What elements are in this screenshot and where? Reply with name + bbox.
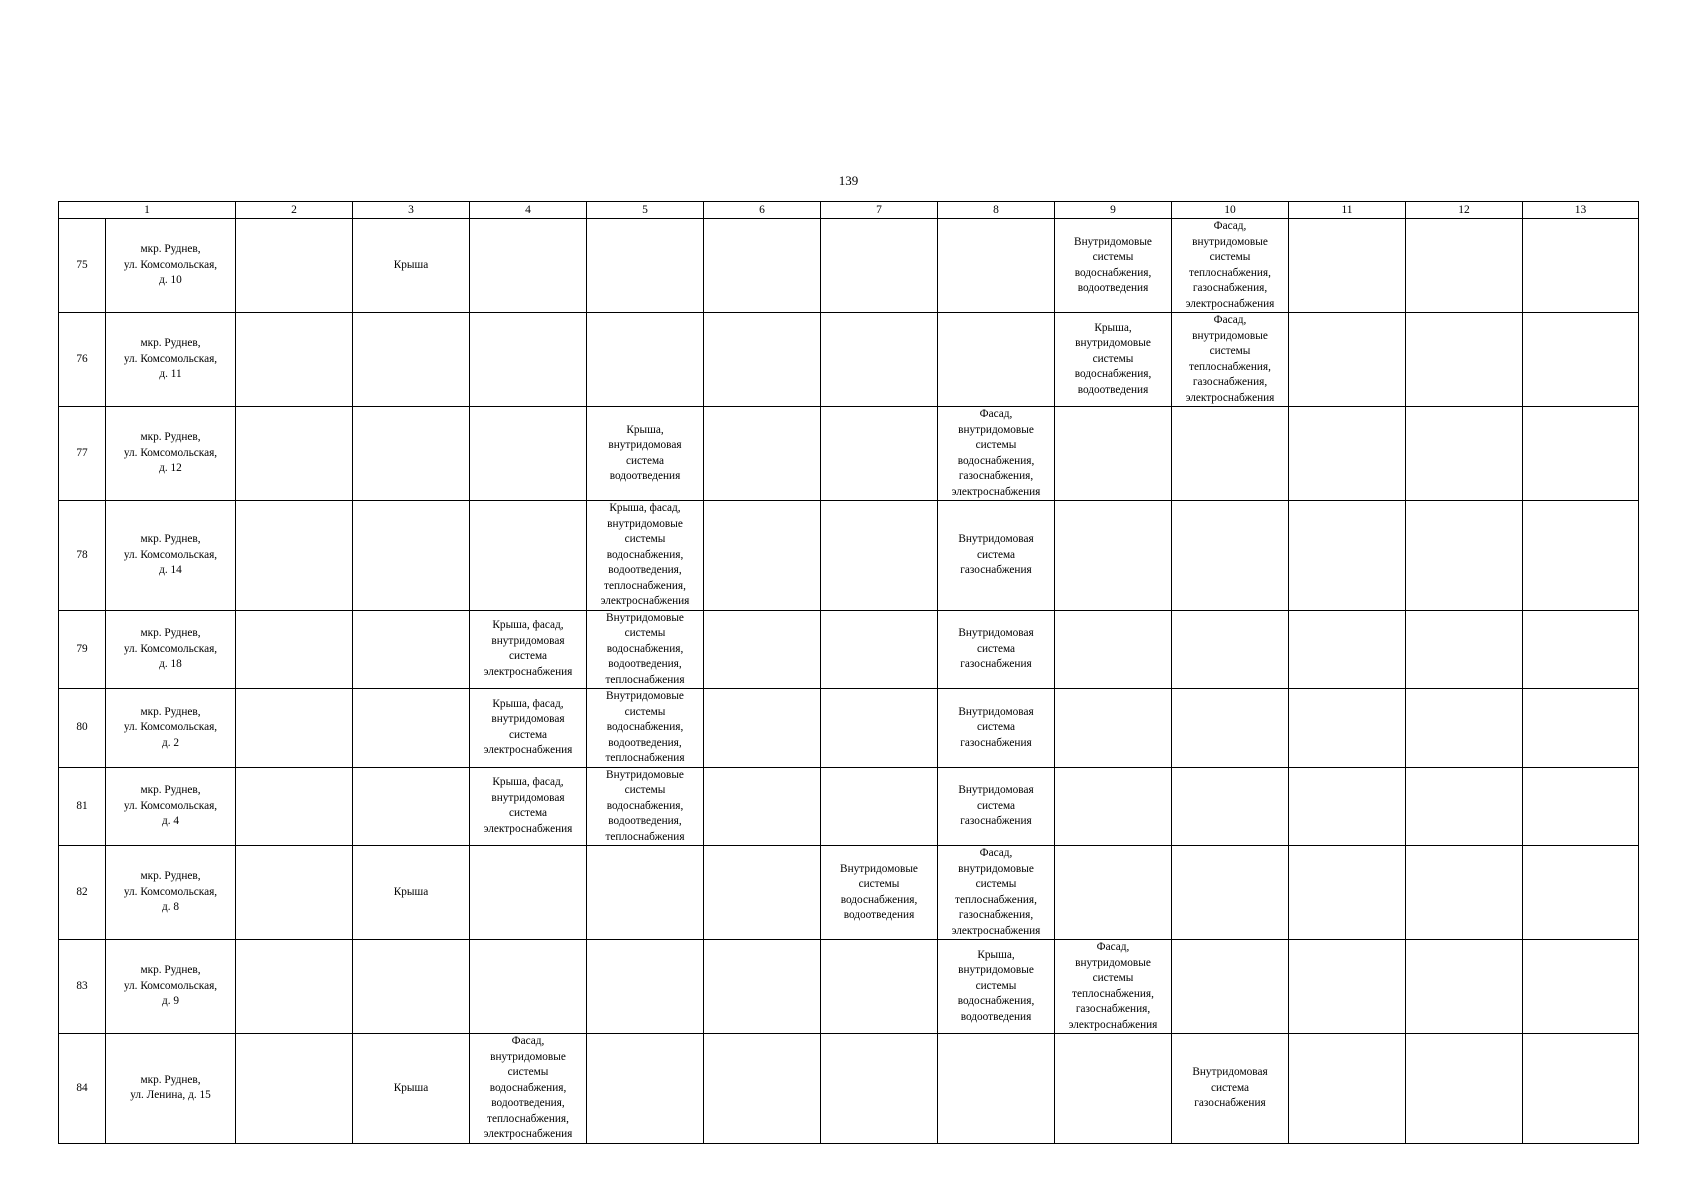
work-cell-col-2 xyxy=(236,407,353,501)
work-cell-col-3 xyxy=(353,313,470,407)
work-cell-col-11 xyxy=(1289,407,1406,501)
work-cell-col-7 xyxy=(821,219,938,313)
column-header-5: 5 xyxy=(587,202,704,219)
work-cell-col-4 xyxy=(470,313,587,407)
work-cell-col-12 xyxy=(1406,610,1523,689)
work-cell-col-6 xyxy=(704,940,821,1034)
work-cell-col-2 xyxy=(236,940,353,1034)
work-cell-col-7 xyxy=(821,940,938,1034)
work-cell-col-8: Фасад, внутридомовые системы теплоснабжения, газоснабжения, электроснабжения xyxy=(938,846,1055,940)
work-cell-col-12 xyxy=(1406,940,1523,1034)
row-number-cell: 77 xyxy=(59,407,106,501)
work-cell-col-4 xyxy=(470,846,587,940)
page-number: 139 xyxy=(838,173,859,188)
work-cell-col-4: Крыша, фасад, внутридомовая система электроснабжения xyxy=(470,767,587,846)
work-cell-col-9 xyxy=(1055,407,1172,501)
table-row xyxy=(59,689,1639,768)
work-cell-col-13 xyxy=(1523,313,1639,407)
row-number-cell: 76 xyxy=(59,313,106,407)
row-number-cell: 84 xyxy=(59,1034,106,1144)
work-cell-col-4: Крыша, фасад, внутридомовая система электроснабжения xyxy=(470,610,587,689)
column-header-13: 13 xyxy=(1523,202,1639,219)
column-header-11: 11 xyxy=(1289,202,1406,219)
work-cell-col-11 xyxy=(1289,501,1406,611)
work-cell-col-6 xyxy=(704,689,821,768)
work-cell-col-6 xyxy=(704,219,821,313)
work-cell-col-9 xyxy=(1055,689,1172,768)
column-header-3: 3 xyxy=(353,202,470,219)
work-cell-col-6 xyxy=(704,846,821,940)
work-cell-col-4 xyxy=(470,940,587,1034)
work-cell-col-7: Внутридомовые системы водоснабжения, водоотведения xyxy=(821,846,938,940)
work-cell-col-10 xyxy=(1172,407,1289,501)
work-cell-col-11 xyxy=(1289,940,1406,1034)
work-cell-col-8 xyxy=(938,1034,1055,1144)
work-cell-col-10 xyxy=(1172,610,1289,689)
row-number-cell: 75 xyxy=(59,219,106,313)
address-cell: мкр. Руднев, ул. Комсомольская, д. 9 xyxy=(106,940,236,1034)
work-cell-col-9: Внутридомовые системы водоснабжения, водоотведения xyxy=(1055,219,1172,313)
work-cell-col-10 xyxy=(1172,846,1289,940)
row-number-cell: 82 xyxy=(59,846,106,940)
work-cell-col-9 xyxy=(1055,767,1172,846)
table-row xyxy=(59,501,1639,611)
address-cell: мкр. Руднев, ул. Комсомольская, д. 11 xyxy=(106,313,236,407)
table-row xyxy=(59,846,1639,940)
table-body xyxy=(59,219,1639,1144)
address-cell: мкр. Руднев, ул. Комсомольская, д. 4 xyxy=(106,767,236,846)
address-cell: мкр. Руднев, ул. Комсомольская, д. 10 xyxy=(106,219,236,313)
work-cell-col-11 xyxy=(1289,610,1406,689)
row-number-cell: 81 xyxy=(59,767,106,846)
work-cell-col-9 xyxy=(1055,846,1172,940)
work-cell-col-9 xyxy=(1055,610,1172,689)
row-number-cell: 79 xyxy=(59,610,106,689)
work-cell-col-2 xyxy=(236,501,353,611)
work-cell-col-3: Крыша xyxy=(353,1034,470,1144)
column-header-8: 8 xyxy=(938,202,1055,219)
work-cell-col-6 xyxy=(704,407,821,501)
work-cell-col-9 xyxy=(1055,1034,1172,1144)
work-cell-col-4 xyxy=(470,219,587,313)
work-cell-col-8: Внутридомовая система газоснабжения xyxy=(938,767,1055,846)
column-header-7: 7 xyxy=(821,202,938,219)
work-cell-col-3: Крыша xyxy=(353,219,470,313)
address-cell: мкр. Руднев, ул. Комсомольская, д. 18 xyxy=(106,610,236,689)
work-cell-col-8: Внутридомовая система газоснабжения xyxy=(938,610,1055,689)
row-number-cell: 83 xyxy=(59,940,106,1034)
work-cell-col-10 xyxy=(1172,767,1289,846)
work-cell-col-4: Фасад, внутридомовые системы водоснабжения, водоотведения, теплоснабжения, электроснабжения xyxy=(470,1034,587,1144)
work-cell-col-3 xyxy=(353,407,470,501)
work-cell-col-8: Крыша, внутридомовые системы водоснабжения, водоотведения xyxy=(938,940,1055,1034)
work-cell-col-3 xyxy=(353,610,470,689)
work-cell-col-3 xyxy=(353,689,470,768)
work-cell-col-9: Фасад, внутридомовые системы теплоснабжения, газоснабжения, электроснабжения xyxy=(1055,940,1172,1034)
row-number-cell: 80 xyxy=(59,689,106,768)
column-header-9: 9 xyxy=(1055,202,1172,219)
work-cell-col-11 xyxy=(1289,313,1406,407)
work-cell-col-4 xyxy=(470,407,587,501)
work-cell-col-6 xyxy=(704,501,821,611)
address-cell: мкр. Руднев, ул. Комсомольская, д. 2 xyxy=(106,689,236,768)
address-cell: мкр. Руднев, ул. Комсомольская, д. 12 xyxy=(106,407,236,501)
work-cell-col-13 xyxy=(1523,501,1639,611)
work-cell-col-9 xyxy=(1055,501,1172,611)
work-cell-col-2 xyxy=(236,313,353,407)
work-cell-col-7 xyxy=(821,501,938,611)
work-cell-col-10: Фасад, внутридомовые системы теплоснабжения, газоснабжения, электроснабжения xyxy=(1172,313,1289,407)
work-cell-col-4: Крыша, фасад, внутридомовая система электроснабжения xyxy=(470,689,587,768)
work-cell-col-12 xyxy=(1406,1034,1523,1144)
work-cell-col-12 xyxy=(1406,501,1523,611)
work-cell-col-2 xyxy=(236,846,353,940)
work-cell-col-3 xyxy=(353,940,470,1034)
work-cell-col-11 xyxy=(1289,219,1406,313)
work-cell-col-5: Внутридомовые системы водоснабжения, водоотведения, теплоснабжения xyxy=(587,610,704,689)
work-cell-col-13 xyxy=(1523,689,1639,768)
work-cell-col-7 xyxy=(821,407,938,501)
column-header-4: 4 xyxy=(470,202,587,219)
table-row xyxy=(59,1034,1639,1144)
table-header xyxy=(59,202,1639,219)
work-cell-col-8: Внутридомовая система газоснабжения xyxy=(938,501,1055,611)
work-cell-col-8: Фасад, внутридомовые системы водоснабжения, газоснабжения, электроснабжения xyxy=(938,407,1055,501)
work-cell-col-10: Внутридомовая система газоснабжения xyxy=(1172,1034,1289,1144)
work-cell-col-6 xyxy=(704,1034,821,1144)
work-cell-col-8 xyxy=(938,219,1055,313)
work-cell-col-7 xyxy=(821,610,938,689)
table-row xyxy=(59,219,1639,313)
column-header-1: 1 xyxy=(59,202,236,219)
work-cell-col-5: Крыша, фасад, внутридомовые системы водоснабжения, водоотведения, теплоснабжения, электроснабжения xyxy=(587,501,704,611)
work-cell-col-2 xyxy=(236,689,353,768)
address-cell: мкр. Руднев, ул. Комсомольская, д. 8 xyxy=(106,846,236,940)
repair-schedule-table xyxy=(58,201,1639,1144)
work-cell-col-2 xyxy=(236,1034,353,1144)
table-row xyxy=(59,610,1639,689)
work-cell-col-8: Внутридомовая система газоснабжения xyxy=(938,689,1055,768)
work-cell-col-12 xyxy=(1406,689,1523,768)
work-cell-col-13 xyxy=(1523,610,1639,689)
work-cell-col-7 xyxy=(821,313,938,407)
work-cell-col-13 xyxy=(1523,846,1639,940)
work-cell-col-11 xyxy=(1289,689,1406,768)
column-header-12: 12 xyxy=(1406,202,1523,219)
table-row xyxy=(59,313,1639,407)
work-cell-col-10 xyxy=(1172,940,1289,1034)
work-cell-col-13 xyxy=(1523,940,1639,1034)
work-cell-col-2 xyxy=(236,767,353,846)
column-number-row xyxy=(59,202,1639,219)
work-cell-col-12 xyxy=(1406,407,1523,501)
column-header-2: 2 xyxy=(236,202,353,219)
work-cell-col-6 xyxy=(704,610,821,689)
work-cell-col-11 xyxy=(1289,1034,1406,1144)
work-cell-col-12 xyxy=(1406,313,1523,407)
work-cell-col-3: Крыша xyxy=(353,846,470,940)
work-cell-col-11 xyxy=(1289,767,1406,846)
work-cell-col-2 xyxy=(236,610,353,689)
work-cell-col-5: Крыша, внутридомовая система водоотведения xyxy=(587,407,704,501)
work-cell-col-4 xyxy=(470,501,587,611)
work-cell-col-10 xyxy=(1172,689,1289,768)
table-row xyxy=(59,767,1639,846)
work-cell-col-10 xyxy=(1172,501,1289,611)
column-header-10: 10 xyxy=(1172,202,1289,219)
work-cell-col-7 xyxy=(821,1034,938,1144)
work-cell-col-11 xyxy=(1289,846,1406,940)
work-cell-col-13 xyxy=(1523,219,1639,313)
work-cell-col-3 xyxy=(353,501,470,611)
work-cell-col-12 xyxy=(1406,219,1523,313)
work-cell-col-6 xyxy=(704,767,821,846)
work-cell-col-5 xyxy=(587,846,704,940)
work-cell-col-2 xyxy=(236,219,353,313)
table-row xyxy=(59,940,1639,1034)
work-cell-col-12 xyxy=(1406,767,1523,846)
address-cell: мкр. Руднев, ул. Ленина, д. 15 xyxy=(106,1034,236,1144)
column-header-6: 6 xyxy=(704,202,821,219)
work-cell-col-13 xyxy=(1523,767,1639,846)
work-cell-col-7 xyxy=(821,767,938,846)
work-cell-col-5 xyxy=(587,940,704,1034)
work-cell-col-5: Внутридомовые системы водоснабжения, водоотведения, теплоснабжения xyxy=(587,767,704,846)
work-cell-col-13 xyxy=(1523,407,1639,501)
table-row xyxy=(59,407,1639,501)
work-cell-col-13 xyxy=(1523,1034,1639,1144)
work-cell-col-5 xyxy=(587,313,704,407)
work-cell-col-5 xyxy=(587,219,704,313)
row-number-cell: 78 xyxy=(59,501,106,611)
work-cell-col-8 xyxy=(938,313,1055,407)
work-cell-col-12 xyxy=(1406,846,1523,940)
work-cell-col-5 xyxy=(587,1034,704,1144)
address-cell: мкр. Руднев, ул. Комсомольская, д. 14 xyxy=(106,501,236,611)
work-cell-col-10: Фасад, внутридомовые системы теплоснабжения, газоснабжения, электроснабжения xyxy=(1172,219,1289,313)
work-cell-col-7 xyxy=(821,689,938,768)
work-cell-col-3 xyxy=(353,767,470,846)
work-cell-col-9: Крыша, внутридомовые системы водоснабжения, водоотведения xyxy=(1055,313,1172,407)
work-cell-col-5: Внутридомовые системы водоснабжения, водоотведения, теплоснабжения xyxy=(587,689,704,768)
work-cell-col-6 xyxy=(704,313,821,407)
